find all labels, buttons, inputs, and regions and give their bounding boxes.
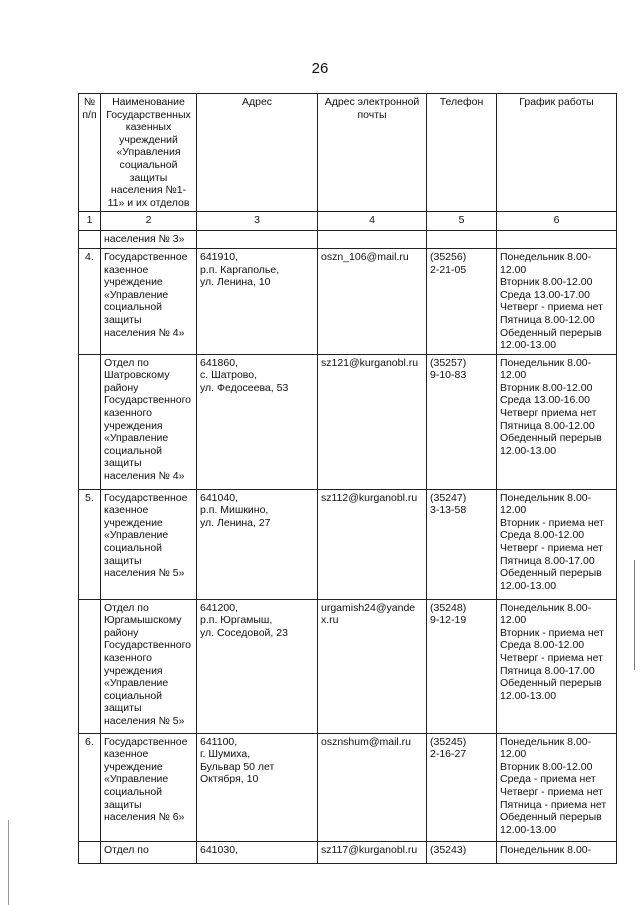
row-name: Отдел по Шатровскому району Государственного казенного учреждения «Управление социальной защиты населения № 4» <box>101 354 197 489</box>
index-cell: 4 <box>318 212 427 231</box>
row-name: Государственное казенное учреждение «Управление социальной защиты населения № 4» <box>101 248 197 354</box>
index-row <box>79 212 617 231</box>
row-schedule: Понедельник 8.00- 12.00 Вторник - приема нет Среда 8.00-12.00 Четверг - приема нет Пятница 8.00-17.00 Обеденный перерыв 12.00-13.00 <box>497 599 617 733</box>
row-phone: (35245) 2-16-27 <box>427 733 497 841</box>
row-address: 641200, р.п. Юргамыш, ул. Соседовой, 23 <box>197 599 318 733</box>
continuation-text: населения № 3» <box>101 231 197 249</box>
row-email[interactable]: osznshum@mail.ru <box>318 733 427 841</box>
row-num: 6. <box>79 733 101 841</box>
row-num: 4. <box>79 248 101 354</box>
table-row <box>79 733 617 841</box>
row-email[interactable]: oszn_106@mail.ru <box>318 248 427 354</box>
row-name: Государственное казенное учреждение «Управление социальной защиты населения № 6» <box>101 733 197 841</box>
scan-margin-line <box>8 820 10 905</box>
index-cell: 3 <box>197 212 318 231</box>
row-schedule: Понедельник 8.00- 12.00 Вторник 8.00-12.00 Среда - приема нет Четверг - приема нет Пятница - приема нет Обеденный перерыв 12.00-13.00 <box>497 733 617 841</box>
row-name: Отдел по <box>101 841 197 863</box>
row-address: 641860, с. Шатрово, ул. Федосеева, 53 <box>197 354 318 489</box>
row-name: Государственное казенное учреждение «Управление социальной защиты населения № 5» <box>101 489 197 599</box>
row-email[interactable]: sz121@kurganobl.ru <box>318 354 427 489</box>
header-name: Наименование Государственных казенных учреждений «Управления социальной защиты населения №1- 11» и их отделов <box>101 94 197 212</box>
scan-margin-line <box>634 560 636 670</box>
row-phone: (35256) 2-21-05 <box>427 248 497 354</box>
row-phone: (35247) 3-13-58 <box>427 489 497 599</box>
table-row <box>79 489 617 599</box>
index-cell: 2 <box>101 212 197 231</box>
row-schedule: Понедельник 8.00- 12.00 Вторник - приема нет Среда 8.00-12.00 Четверг - приема нет Пятница 8.00-17.00 Обеденный перерыв 12.00-13.00 <box>497 489 617 599</box>
row-address: 641910, р.п. Каргаполье, ул. Ленина, 10 <box>197 248 318 354</box>
row-num: 5. <box>79 489 101 599</box>
row-num <box>79 599 101 733</box>
table-row <box>79 248 617 354</box>
table-header-row <box>79 94 617 212</box>
header-num: № п/п <box>79 94 101 212</box>
index-cell: 5 <box>427 212 497 231</box>
continuation-row <box>79 231 617 249</box>
row-email[interactable]: urgamish24@yande x.ru <box>318 599 427 733</box>
row-email[interactable]: sz112@kurganobl.ru <box>318 489 427 599</box>
row-schedule: Понедельник 8.00- 12.00 Вторник 8.00-12.00 Среда 13.00-16.00 Четверг приема нет Пятница 8.00-12.00 Обеденный перерыв 12.00-13.00 <box>497 354 617 489</box>
row-email[interactable]: sz117@kurganobl.ru <box>318 841 427 863</box>
row-phone: (35248) 9-12-19 <box>427 599 497 733</box>
table-row <box>79 354 617 489</box>
row-schedule: Понедельник 8.00- <box>497 841 617 863</box>
row-phone: (35257) 9-10-83 <box>427 354 497 489</box>
header-phone: Телефон <box>427 94 497 212</box>
table-row <box>79 599 617 733</box>
institutions-table <box>78 93 617 864</box>
table-row <box>79 841 617 863</box>
row-name: Отдел по Юргамышскому району Государственного казенного учреждения «Управление социальной защиты населения № 5» <box>101 599 197 733</box>
row-num <box>79 841 101 863</box>
row-address: 641100, г. Шумиха, Бульвар 50 лет Октября, 10 <box>197 733 318 841</box>
row-schedule: Понедельник 8.00- 12.00 Вторник 8.00-12.00 Среда 13.00-17.00 Четверг - приема нет Пятница 8.00-12.00 Обеденный перерыв 12.00-13.00 <box>497 248 617 354</box>
index-cell: 1 <box>79 212 101 231</box>
row-phone: (35243) <box>427 841 497 863</box>
header-address: Адрес <box>197 94 318 212</box>
row-num <box>79 354 101 489</box>
row-address: 641030, <box>197 841 318 863</box>
index-cell: 6 <box>497 212 617 231</box>
header-email: Адрес электронной почты <box>318 94 427 212</box>
page-number: 26 <box>311 60 329 77</box>
header-schedule: График работы <box>497 94 617 212</box>
row-address: 641040, р.п. Мишкино, ул. Ленина, 27 <box>197 489 318 599</box>
